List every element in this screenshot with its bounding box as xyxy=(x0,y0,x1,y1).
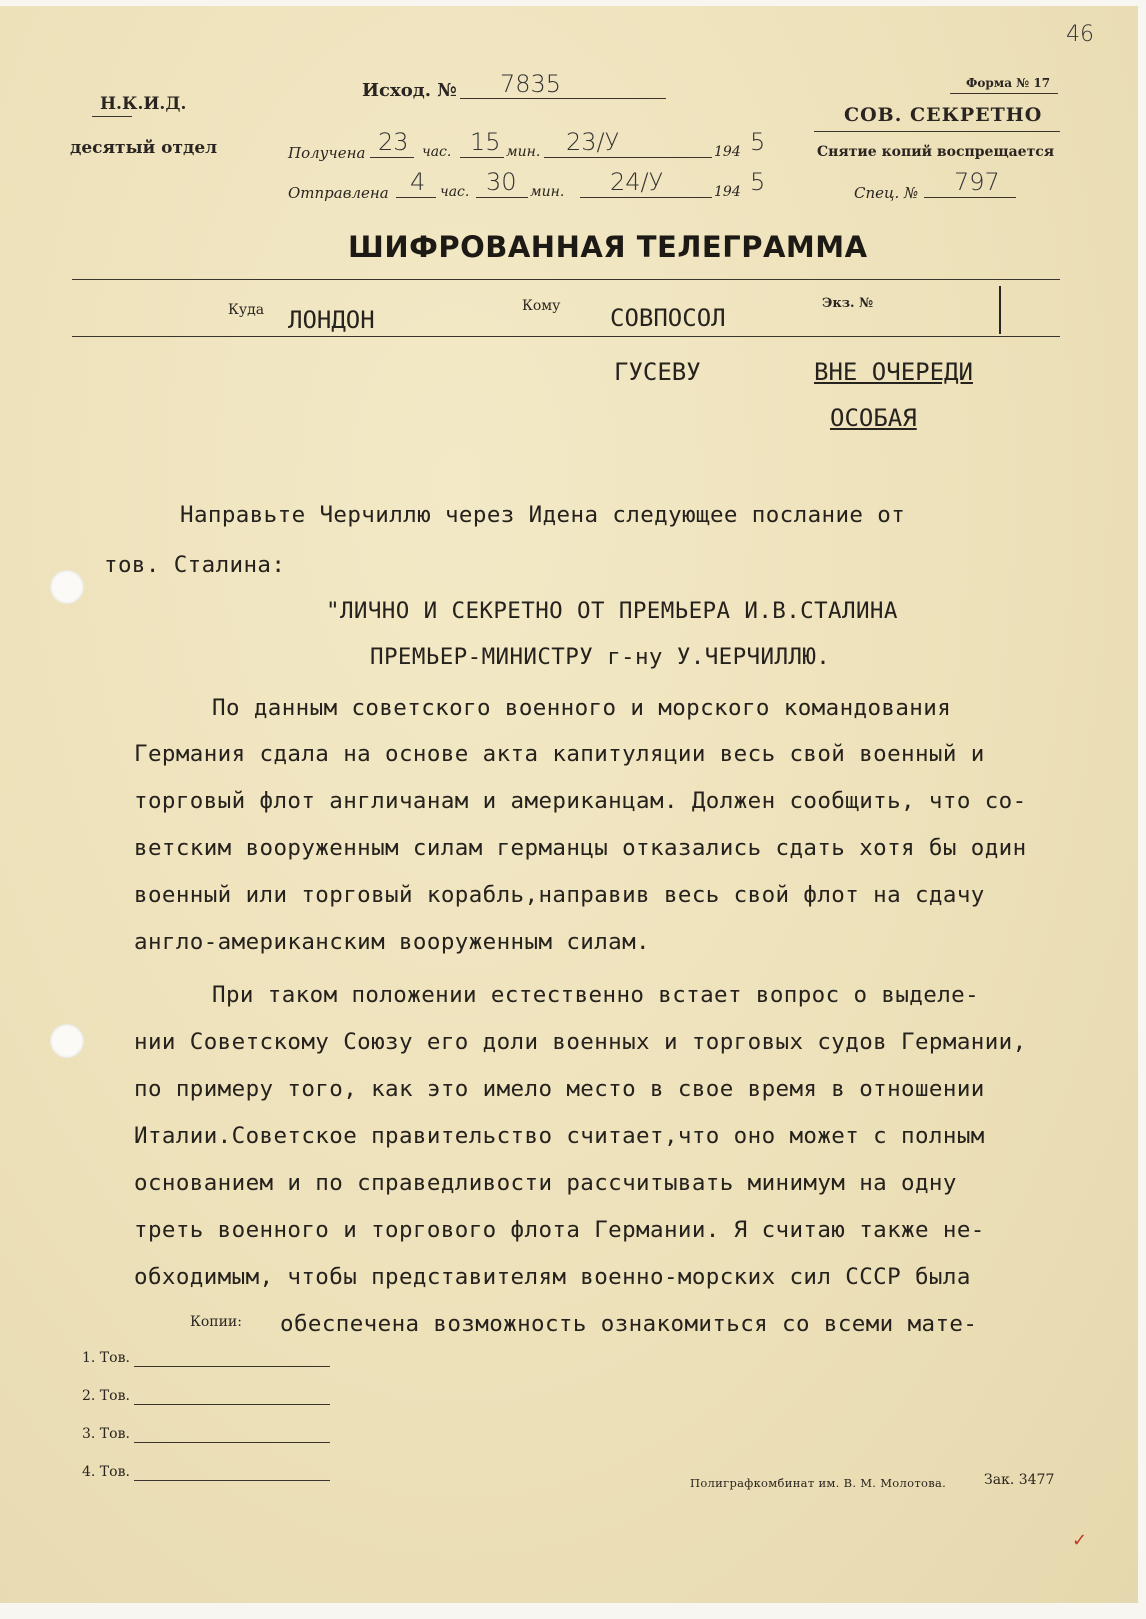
priority-urgent: ВНЕ ОЧЕРЕДИ xyxy=(814,358,973,386)
punch-hole-upper xyxy=(50,570,84,604)
para2-line-5: основанием и по справедливости рассчитывать минимум на одну xyxy=(134,1170,957,1196)
scan-edge-right xyxy=(1138,0,1146,1619)
outgoing-label: Исход. № xyxy=(362,80,457,101)
received-hour: 23 xyxy=(378,128,409,156)
outgoing-number: 7835 xyxy=(500,70,562,98)
copy-recipient-4: 4. Тов. xyxy=(82,1464,130,1480)
para1-line-2: Германия сдала на основе акта капитуляции весь свой военный и xyxy=(134,741,985,767)
priority-special: ОСОБАЯ xyxy=(830,404,917,432)
copy-recipient-1: 1. Тов. xyxy=(82,1350,130,1366)
outgoing-number-line xyxy=(460,98,666,99)
copy-line-1 xyxy=(134,1366,330,1367)
para2-line-4: Италии.Советское правительство считает,что оно может с полным xyxy=(134,1123,985,1149)
to-whom-value: СОВПОСОЛ xyxy=(610,304,726,332)
org-name: Н.К.И.Д. xyxy=(100,94,187,114)
para2-line-7: обходимым, чтобы представителям военно-морских сил СССР была xyxy=(134,1264,971,1290)
sent-min: 30 xyxy=(486,168,517,196)
received-hour-line xyxy=(370,157,414,158)
scan-edge-top xyxy=(0,0,1146,6)
routing-top-rule xyxy=(72,279,1060,280)
to-where-label: Куда xyxy=(228,302,265,318)
sent-label: Отправлена xyxy=(288,184,389,202)
copy-recipient-3: 3. Тов. xyxy=(82,1426,130,1442)
received-label: Получена xyxy=(288,144,366,162)
copies-label: Копии: xyxy=(190,1314,242,1330)
copy-line-2 xyxy=(134,1404,330,1405)
para1-line-6: англо-американским вооруженным силам. xyxy=(134,929,651,955)
punch-hole-lower xyxy=(50,1024,84,1058)
body-intro-line-2: тов. Сталина: xyxy=(104,552,286,578)
body-intro-line-1: Направьте Черчиллю через Идена следующее послание от xyxy=(180,502,906,528)
scan-edge-bottom xyxy=(0,1603,1146,1619)
sent-hour: 4 xyxy=(410,168,426,196)
classification-rule xyxy=(814,131,1060,132)
order-number: Зак. 3477 xyxy=(984,1472,1055,1488)
spec-number-line xyxy=(924,197,1016,198)
received-min-line xyxy=(460,157,504,158)
classification-stamp: СОВ. СЕКРЕТНО xyxy=(844,104,1043,126)
red-check-mark: ✓ xyxy=(1072,1530,1088,1551)
para2-line-1: При таком положении естественно встает вопрос о выделе- xyxy=(212,982,980,1008)
sent-date-line xyxy=(580,197,712,198)
sent-hour-line xyxy=(396,197,436,198)
copy-notice: Снятие копий воспрещается xyxy=(817,144,1055,160)
para2-line-3: по примеру того, как это имело место в свое время в отношении xyxy=(134,1076,985,1102)
received-date-line xyxy=(544,157,712,158)
para2-line-6: треть военного и торгового флота Германии. Я считаю также не- xyxy=(134,1217,985,1243)
sent-date: 24/У xyxy=(610,168,664,196)
to-whom-label: Кому xyxy=(522,298,561,314)
copy-number-label: Экз. № xyxy=(822,296,874,311)
received-year-digit: 5 xyxy=(750,128,766,156)
org-underline xyxy=(92,116,132,117)
copy-line-4 xyxy=(134,1480,330,1481)
document-title: ШИФРОВАННАЯ ТЕЛЕГРАММА xyxy=(348,230,868,264)
spec-number: 797 xyxy=(954,168,1000,196)
to-where-value: ЛОНДОН xyxy=(288,306,375,334)
recipient-name: ГУСЕВУ xyxy=(614,358,701,386)
para2-line-2: нии Советскому Союзу его доли военных и торговых судов Германии, xyxy=(134,1029,1027,1055)
copy-recipient-2: 2. Тов. xyxy=(82,1388,130,1404)
message-heading-line-1: "ЛИЧНО И СЕКРЕТНО ОТ ПРЕМЬЕРА И.В.СТАЛИНА xyxy=(326,598,898,624)
sent-min-label: мин. xyxy=(530,184,565,200)
sent-year-prefix: 194 xyxy=(714,184,741,200)
received-year-prefix: 194 xyxy=(714,144,741,160)
para1-line-4: ветским вооруженным силам германцы отказались сдать хотя бы один xyxy=(134,835,1027,861)
para1-line-1: По данным советского военного и морского командования xyxy=(212,695,952,721)
archive-page-mark: 46 xyxy=(1066,22,1094,47)
received-min: 15 xyxy=(470,128,501,156)
spec-label: Спец. № xyxy=(854,184,919,202)
received-date: 23/У xyxy=(566,128,620,156)
form-number-line xyxy=(950,93,1058,94)
routing-bottom-rule xyxy=(72,336,1060,337)
printer-imprint: Полиграфкомбинат им. В. М. Молотова. xyxy=(690,1476,947,1490)
form-number: Форма № 17 xyxy=(966,76,1051,90)
para2-line-8: обеспечена возможность ознакомиться со всеми мате- xyxy=(280,1311,978,1337)
sent-min-line xyxy=(476,197,528,198)
received-hour-label: час. xyxy=(422,144,452,160)
para1-line-5: военный или торговый корабль,направив весь свой флот на сдачу xyxy=(134,882,985,908)
message-heading-line-2: ПРЕМЬЕР-МИНИСТРУ г-ну У.ЧЕРЧИЛЛЮ. xyxy=(370,644,831,670)
sent-year-digit: 5 xyxy=(750,168,766,196)
sent-hour-label: час. xyxy=(440,184,470,200)
received-min-label: мин. xyxy=(506,144,541,160)
routing-copy-mark xyxy=(999,286,1001,334)
para1-line-3: торговый флот англичанам и американцам. Должен сообщить, что со- xyxy=(134,788,1027,814)
org-department: десятый отдел xyxy=(70,138,218,158)
copy-line-3 xyxy=(134,1442,330,1443)
